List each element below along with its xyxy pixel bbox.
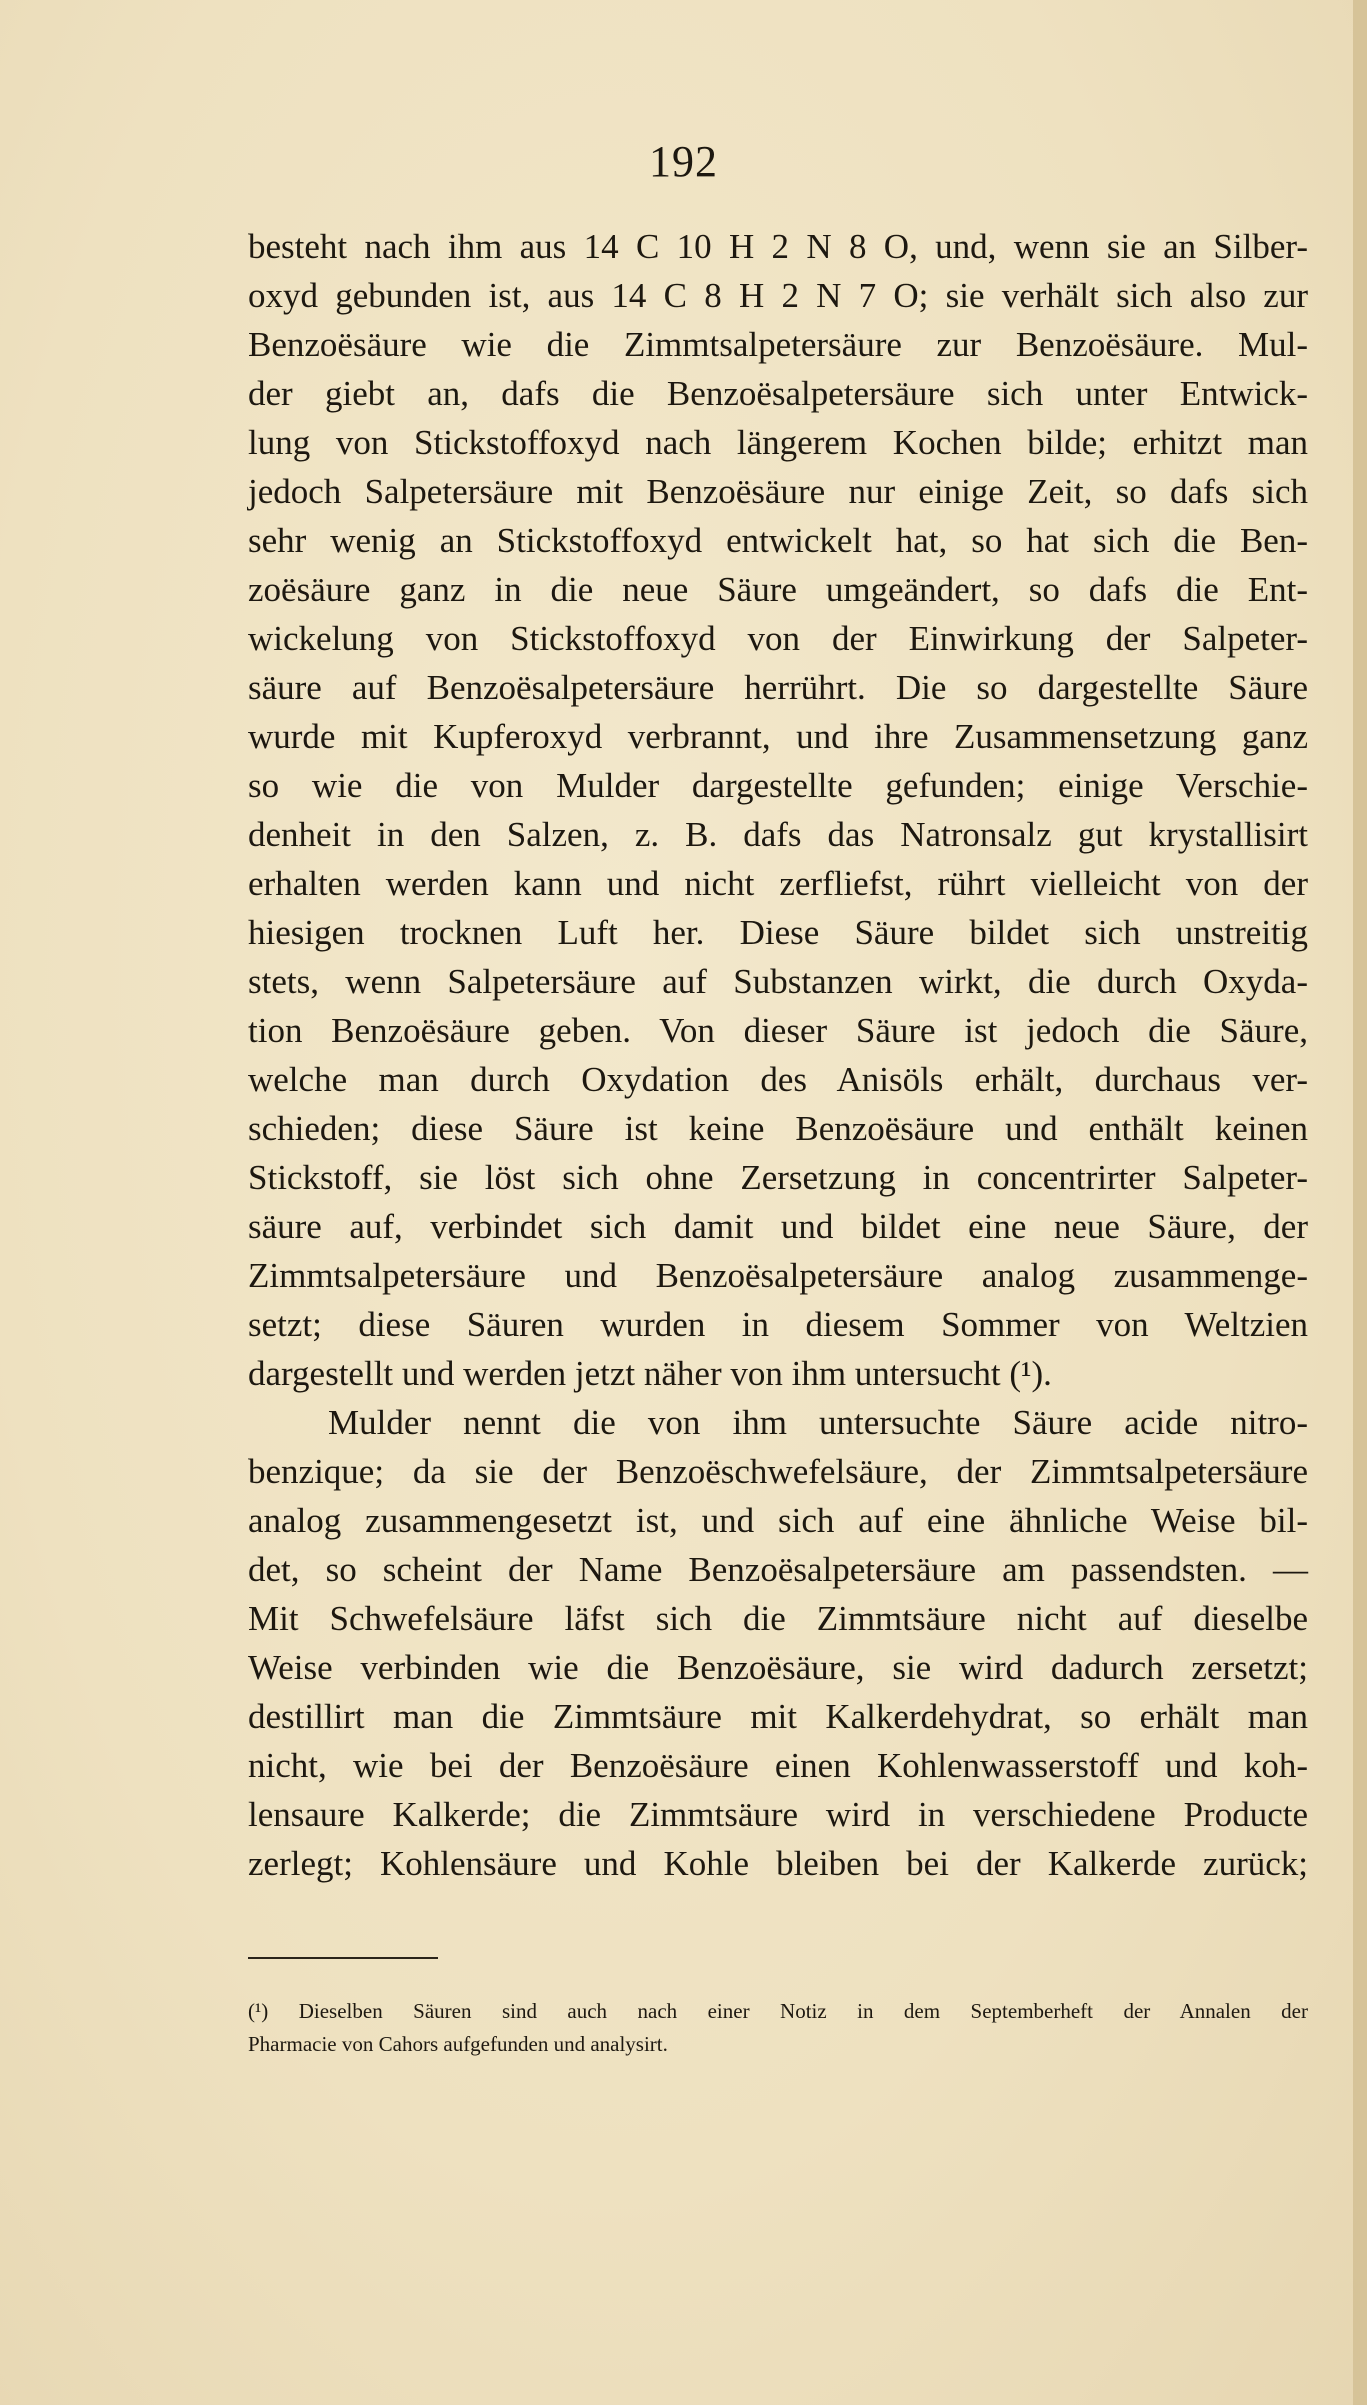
- text-line: wickelung von Stickstoffoxyd von der Einwirkung der Salpeter-: [248, 619, 1308, 658]
- text-line: analog zusammengesetzt ist, und sich auf eine ähnliche Weise bil-: [248, 1501, 1308, 1540]
- page-edge: [1353, 0, 1367, 2405]
- footnote-line: (¹) Dieselben Säuren sind auch nach einer Notiz in dem Septemberheft der Annalen der: [248, 1999, 1308, 2023]
- text-line: säure auf, verbindet sich damit und bildet eine neue Säure, der: [248, 1207, 1308, 1246]
- text-line: lensaure Kalkerde; die Zimmtsäure wird in verschiedene Producte: [248, 1795, 1308, 1834]
- text-line: Benzoësäure wie die Zimmtsalpetersäure zur Benzoësäure. Mul-: [248, 325, 1308, 364]
- text-line: erhalten werden kann und nicht zerfliefst, rührt vielleicht von der: [248, 864, 1308, 903]
- footnote-line: Pharmacie von Cahors aufgefunden und analysirt.: [248, 2032, 668, 2056]
- text-line: wurde mit Kupferoxyd verbrannt, und ihre Zusammensetzung ganz: [248, 717, 1308, 756]
- text-line: oxyd gebunden ist, aus 14 C 8 H 2 N 7 O; sie verhält sich also zur: [248, 276, 1308, 315]
- text-line: setzt; diese Säuren wurden in diesem Sommer von Weltzien: [248, 1305, 1308, 1344]
- text-line: jedoch Salpetersäure mit Benzoësäure nur einige Zeit, so dafs sich: [248, 472, 1308, 511]
- paragraph-2: [248, 1398, 1308, 1888]
- text-line: destillirt man die Zimmtsäure mit Kalkerdehydrat, so erhält man: [248, 1697, 1308, 1736]
- text-line: det, so scheint der Name Benzoësalpetersäure am passendsten. —: [248, 1550, 1308, 1589]
- text-line: denheit in den Salzen, z. B. dafs das Natronsalz gut krystallisirt: [248, 815, 1308, 854]
- text-line: tion Benzoësäure geben. Von dieser Säure ist jedoch die Säure,: [248, 1011, 1308, 1050]
- text-line: säure auf Benzoësalpetersäure herrührt. Die so dargestellte Säure: [248, 668, 1308, 707]
- text-line: welche man durch Oxydation des Anisöls erhält, durchaus ver-: [248, 1060, 1308, 1099]
- text-line: Mulder nennt die von ihm untersuchte Säure acide nitro-: [328, 1403, 1308, 1442]
- paragraph-1: [248, 222, 1308, 1398]
- text-line: dargestellt und werden jetzt näher von ihm untersucht (¹).: [248, 1354, 1052, 1393]
- page-number: 192: [649, 137, 718, 186]
- text-line: stets, wenn Salpetersäure auf Substanzen wirkt, die durch Oxyda-: [248, 962, 1308, 1001]
- text-line: der giebt an, dafs die Benzoësalpetersäure sich unter Entwick-: [248, 374, 1308, 413]
- text-line: zerlegt; Kohlensäure und Kohle bleiben bei der Kalkerde zurück;: [248, 1844, 1308, 1883]
- text-line: Mit Schwefelsäure läfst sich die Zimmtsäure nicht auf dieselbe: [248, 1599, 1308, 1638]
- text-line: benzique; da sie der Benzoëschwefelsäure, der Zimmtsalpetersäure: [248, 1452, 1308, 1491]
- text-line: besteht nach ihm aus 14 C 10 H 2 N 8 O, und, wenn sie an Silber-: [248, 227, 1308, 266]
- text-line: Zimmtsalpetersäure und Benzoësalpetersäure analog zusammenge-: [248, 1256, 1308, 1295]
- text-line: nicht, wie bei der Benzoësäure einen Kohlenwasserstoff und koh-: [248, 1746, 1308, 1785]
- footnote-divider: [248, 1957, 438, 1959]
- text-line: zoësäure ganz in die neue Säure umgeändert, so dafs die Ent-: [248, 570, 1308, 609]
- text-line: Weise verbinden wie die Benzoësäure, sie wird dadurch zersetzt;: [248, 1648, 1308, 1687]
- footnotes: [248, 1995, 1308, 2061]
- text-line: so wie die von Mulder dargestellte gefunden; einige Verschie-: [248, 766, 1308, 805]
- body-text: [248, 222, 1308, 1888]
- text-line: schieden; diese Säure ist keine Benzoësäure und enthält keinen: [248, 1109, 1308, 1148]
- text-line: hiesigen trocknen Luft her. Diese Säure bildet sich unstreitig: [248, 913, 1308, 952]
- text-line: Stickstoff, sie löst sich ohne Zersetzung in concentrirter Salpeter-: [248, 1158, 1308, 1197]
- text-line: lung von Stickstoffoxyd nach längerem Kochen bilde; erhitzt man: [248, 423, 1308, 462]
- text-line: sehr wenig an Stickstoffoxyd entwickelt hat, so hat sich die Ben-: [248, 521, 1308, 560]
